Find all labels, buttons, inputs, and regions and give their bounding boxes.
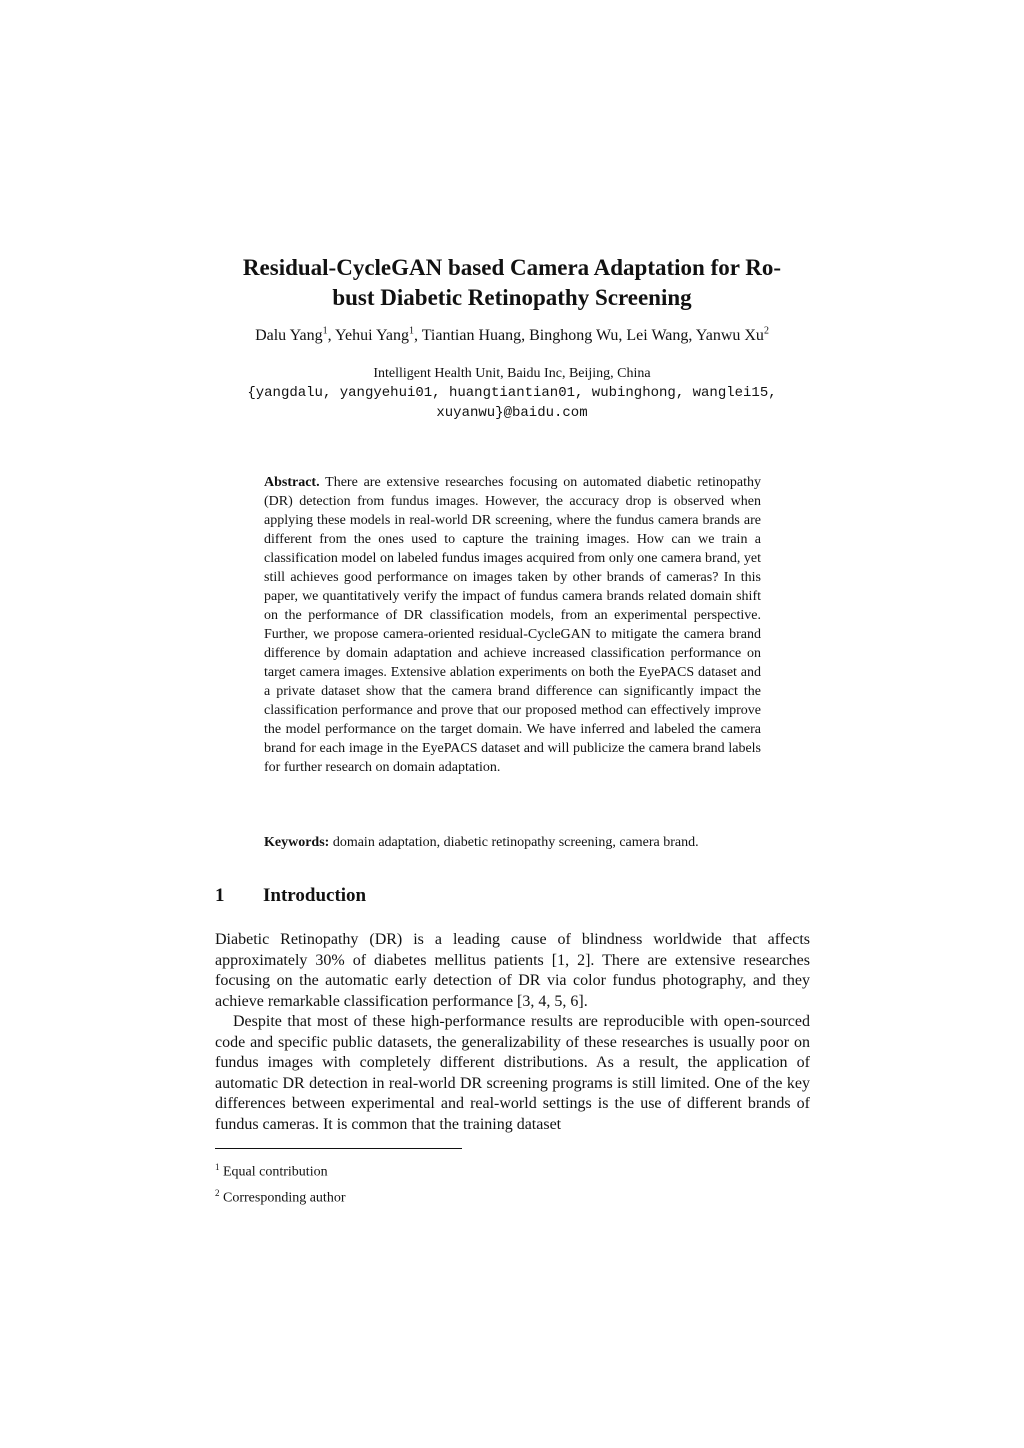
keywords [264,833,761,852]
corresponding-author-mark: 2 [763,325,769,337]
title-line-2: bust Diabetic Retinopathy Screening [332,285,692,310]
section-number: 1 [215,885,225,906]
footnote [215,1183,810,1209]
footnote-text: Corresponding author [223,1190,346,1206]
paragraph: Diabetic Retinopathy (DR) is a leading cause of blindness worldwide that affects approximately 30% of diabetes mellitus patients [1, 2]. There are extensive researches focusing on the automatic early detection of DR via color fundus photography, and they achieve remarkable classification performance [3, 4, 5, 6]. [215,931,810,1010]
footnote-mark: 2 [215,1187,220,1198]
introduction-body [215,930,810,1135]
title-line-1: Residual-CycleGAN based Camera Adaptation for Ro- [242,255,782,280]
author-2: , Yehui Yang [327,327,409,344]
emails-line-2: xuyanwu}@baidu.com [436,405,588,421]
emails-line-1: {yangdalu, yangyehui01, huangtiantian01, wubinghong, wanglei15, [247,385,777,401]
footnote-divider [215,1148,462,1149]
author-1: Dalu Yang [255,327,323,344]
section-heading [215,884,366,908]
keywords-label: Keywords: [264,835,330,850]
abstract-label: Abstract. [264,475,320,490]
section-title: Introduction [263,885,367,906]
other-authors: , Tiantian Huang, Binghong Wu, Lei Wang, Yanwu Xu [414,327,764,344]
abstract-text: There are extensive researches focusing on automated diabetic retinopathy (DR) detection from fundus images. However, the accuracy drop is observed when applying these models in real-world DR screening, where the fundus camera brands are different from the ones used to capture the training images. How can we train a classification model on labeled fundus images acquired from only one camera brand, yet still achieves good performance on images taken by other brands of cameras? In this paper, we quantitatively verify the impact of fundus camera brands related domain shift on the performance of DR classification models, from an experimental perspective. Further, we propose camera-oriented residual-CycleGAN to mitigate the camera brand difference by domain adaptation and achieve increased classification performance on target camera images. Extensive ablation experiments on both the EyePACS dataset and a private dataset show that the camera brand difference can significantly impact the classification performance and prove that our proposed method can effectively improve the model performance on the target domain. We have inferred and labeled the camera brand for each image in the EyePACS dataset and will publicize the camera brand labels for further research on domain adaptation. [264,475,762,775]
paper-title [150,253,874,313]
footnote [215,1157,810,1183]
author-list [120,326,904,346]
footnotes [215,1157,810,1208]
affiliation: Intelligent Health Unit, Baidu Inc, Beijing, China [373,366,651,381]
abstract [264,473,761,777]
footnote-mark: 1 [215,1162,220,1172]
keywords-text: domain adaptation, diabetic retinopathy screening, camera brand. [332,835,699,850]
footnote-text: Equal contribution [223,1164,328,1180]
author-emails [200,383,824,423]
author-1-footnote-mark: 1 [322,325,328,337]
paragraph: Despite that most of these high-performance results are reproducible with open-sourced code and specific public datasets, the generalizability of these researches is usually poor on fundus images with completely different distributions. As a result, the application of automatic DR detection in real-world DR screening programs is still limited. One of the key differences between experimental and real-world settings is the use of different brands of fundus cameras. It is common that the training dataset [215,1013,810,1133]
author-2-footnote-mark: 1 [409,325,414,337]
